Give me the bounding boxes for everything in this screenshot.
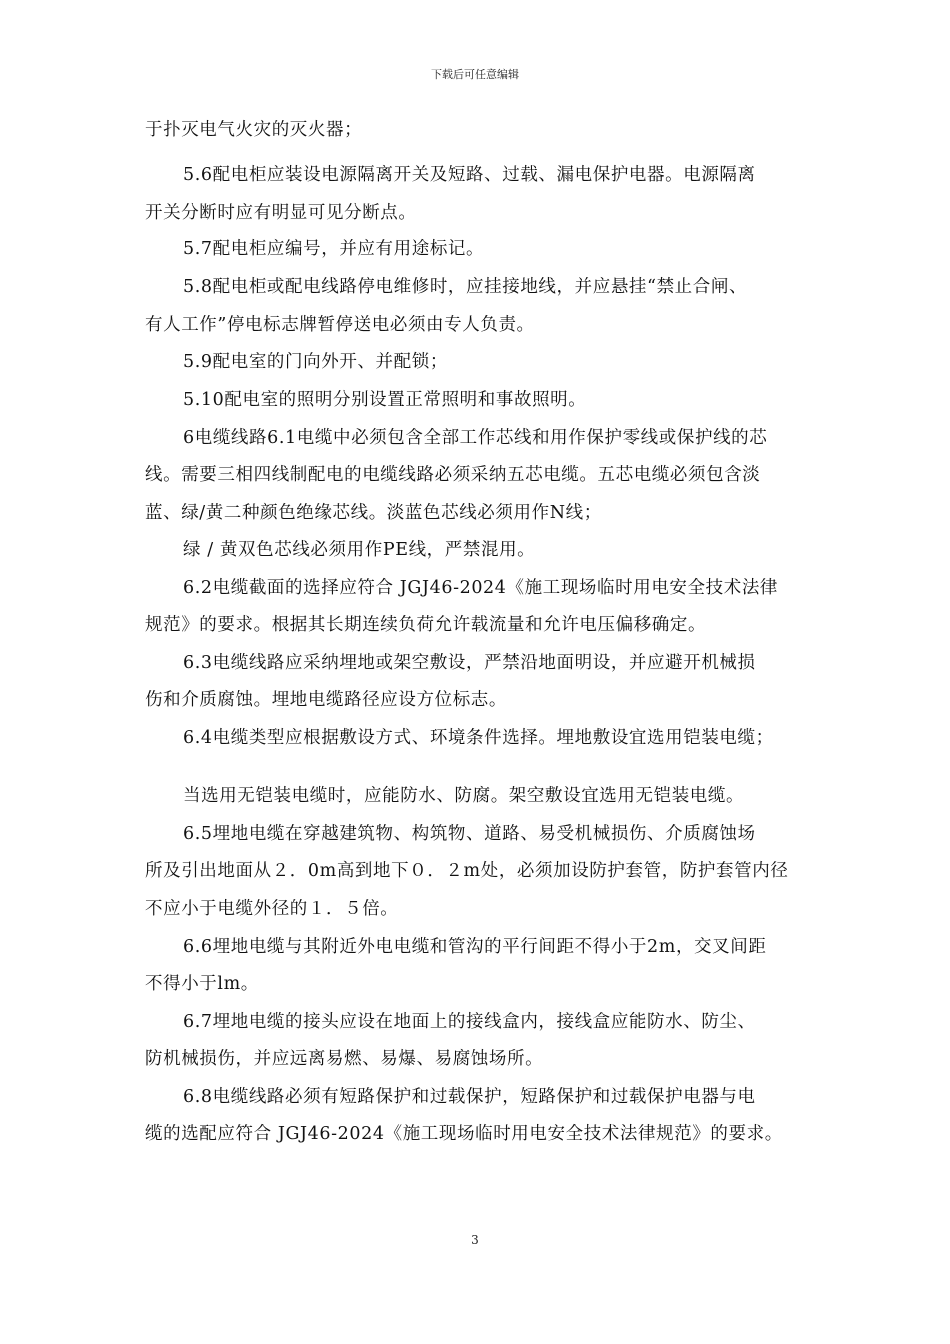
page-number: 3 — [471, 1233, 479, 1247]
text-line: 规范》的要求。根据其长期连续负荷允许载流量和允许电压偏移确定。 — [145, 615, 707, 635]
text-line: 6.8电缆线路必须有短路保护和过载保护，短路保护和过载保护电器与电 — [183, 1087, 756, 1107]
text-line: 5.6配电柜应装设电源隔离开关及短路、过载、漏电保护电器。电源隔离 — [183, 165, 756, 185]
text-line: 5.10配电室的照明分别设置正常照明和事故照明。 — [183, 390, 587, 410]
text-line: 5.9配电室的门向外开、并配锁； — [183, 352, 448, 372]
text-line: 缆的选配应符合 JGJ46-2024《施工现场临时用电安全技术法律规范》的要求。 — [145, 1124, 783, 1144]
text-line: 当选用无铠装电缆时，应能防水、防腐。架空敷设宜选用无铠装电缆。 — [183, 786, 745, 806]
text-line: 6.4电缆类型应根据敷设方式、环境条件选择。埋地敷设宜选用铠装电缆； — [183, 728, 774, 748]
text-line: 蓝、绿/黄二种颜色绝缘芯线。淡蓝色芯线必须用作N线； — [145, 503, 602, 523]
text-line: 于扑灭电气火灾的灭火器； — [145, 120, 363, 140]
text-line: 6.3电缆线路应采纳埋地或架空敷设，严禁沿地面明设，并应避开机械损 — [183, 653, 756, 673]
text-line: 防机械损伤，并应远离易燃、易爆、易腐蚀场所。 — [145, 1049, 544, 1069]
text-line: 6.7埋地电缆的接头应设在地面上的接线盒内，接线盒应能防水、防尘、 — [183, 1012, 756, 1032]
text-line: 线。需要三相四线制配电的电缆线路必须采纳五芯电缆。五芯电缆必须包含淡 — [145, 465, 761, 485]
text-line: 不应小于电缆外径的１．５倍。 — [145, 899, 399, 919]
text-line: 开关分断时应有明显可见分断点。 — [145, 203, 417, 223]
text-line: 有人工作”停电标志牌暂停送电必须由专人负责。 — [145, 315, 535, 335]
text-line: 所及引出地面从２．0m高到地下０．２m处，必须加设防护套管，防护套管内径 — [145, 861, 789, 881]
text-line: 伤和介质腐蚀。埋地电缆路径应设方位标志。 — [145, 690, 507, 710]
text-line: 绿 / 黄双色芯线必须用作PE线，严禁混用。 — [183, 540, 536, 560]
text-line: 5.8配电柜或配电线路停电维修时，应挂接地线，并应悬挂“禁止合闸、 — [183, 277, 748, 297]
text-line: 不得小于lm。 — [145, 974, 259, 994]
text-line: 6.5埋地电缆在穿越建筑物、构筑物、道路、易受机械损伤、介质腐蚀场 — [183, 824, 756, 844]
text-line: 6电缆线路6.1电缆中必须包含全部工作芯线和用作保护零线或保护线的芯 — [183, 428, 768, 448]
text-line: 5.7配电柜应编号，并应有用途标记。 — [183, 239, 485, 259]
page-header: 下载后可任意编辑 — [431, 68, 519, 81]
text-line: 6.2电缆截面的选择应符合 JGJ46-2024《施工现场临时用电安全技术法律 — [183, 578, 779, 598]
text-line: 6.6埋地电缆与其附近外电电缆和管沟的平行间距不得小于2m，交叉间距 — [183, 937, 767, 957]
